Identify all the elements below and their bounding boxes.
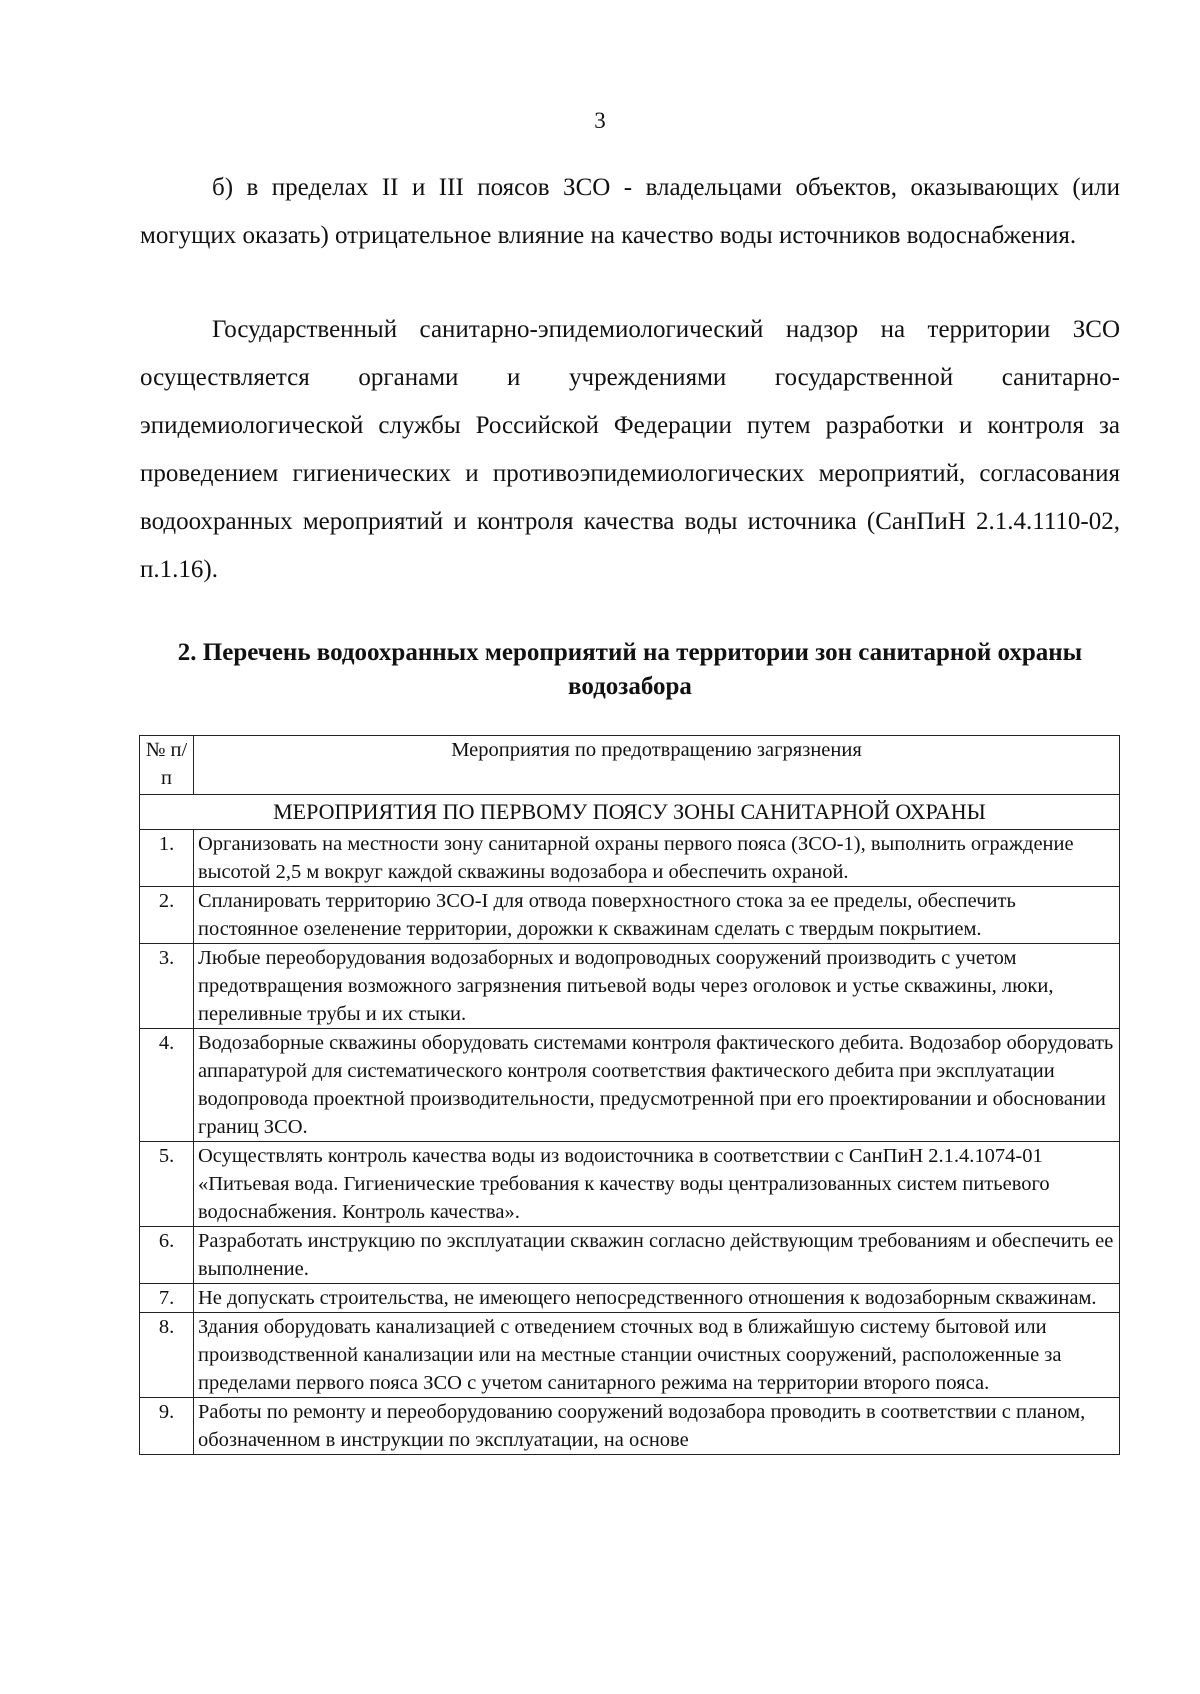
table-row: [140, 830, 1120, 887]
table-row: [140, 1284, 1120, 1313]
table-row: [140, 887, 1120, 944]
band-label: МЕРОПРИЯТИЯ ПО ПЕРВОМУ ПОЯСУ ЗОНЫ САНИТАРНОЙ ОХРАНЫ: [140, 795, 1120, 830]
paragraph-supervision: Государственный санитарно-эпидемиологический надзор на территории ЗСО осуществляется органами и учреждениями государственной санитарно-эпидемиологической службы Российской Федерации путем разработки и контроля за проведением гигиенических и противоэпидемиологических мероприятий, согласования водоохранных мероприятий и контроля качества воды источника (СанПиН 2.1.4.1110-02, п.1.16).: [140, 316, 1120, 583]
row-measure-text: Работы по ремонту и переоборудованию сооружений водозабора проводить в соответствии с планом, обозначенном в инструкции по эксплуатации, на основе: [194, 1398, 1120, 1455]
row-measure-text: Организовать на местности зону санитарной охраны первого пояса (ЗСО-1), выполнить ограждение высотой 2,5 м вокруг каждой скважины водозабора и обеспечить охраной.: [194, 830, 1120, 887]
row-measure-text: Спланировать территорию ЗСО-I для отвода поверхностного стока за ее пределы, обеспечить постоянное озеленение территории, дорожки к скважинам сделать с твердым покрытием.: [194, 887, 1120, 944]
paragraph-responsibility: б) в пределах II и III поясов ЗСО - владельцами объектов, оказывающих (или могущих оказать) отрицательное влияние на качество воды источников водоснабжения.: [140, 174, 1120, 249]
table-row: [140, 1398, 1120, 1455]
page-number: 3: [594, 108, 606, 133]
row-measure-text: Разработать инструкцию по эксплуатации скважин согласно действующим требованиям и обеспечить ее выполнение.: [194, 1227, 1120, 1284]
row-measure-text: Водозаборные скважины оборудовать системами контроля фактического дебита. Водозабор оборудовать аппаратурой для систематического контроля соответствия фактического дебита при эксплуатации водопровода проектной производительности, предусмотренной при его проектировании и обосновании границ ЗСО.: [194, 1029, 1120, 1142]
row-measure-text: Осуществлять контроль качества воды из водоисточника в соответствии с СанПиН 2.1.4.1074-01 «Питьевая вода. Гигиенические требования к качеству воды централизованных систем питьевого водоснабжения. Контроль качества».: [194, 1142, 1120, 1227]
measures-table: [139, 735, 1120, 1455]
table-row: [140, 1142, 1120, 1227]
table-row: [140, 1313, 1120, 1398]
row-number: 7.: [140, 1284, 194, 1313]
section-title: 2. Перечень водоохранных мероприятий на территории зон санитарной охраны водозабора: [177, 639, 1083, 700]
row-number: 8.: [140, 1313, 194, 1398]
table-row: [140, 1029, 1120, 1142]
row-number: 1.: [140, 830, 194, 887]
header-measures: Мероприятия по предотвращению загрязнения: [194, 736, 1120, 795]
row-measure-text: Здания оборудовать канализацией с отведением сточных вод в ближайшую систему бытовой или производственной канализации или на местные станции очистных сооружений, расположенные за пределами первого пояса ЗСО с учетом санитарного режима на территории второго пояса.: [194, 1313, 1120, 1398]
header-number: № п/п: [140, 736, 194, 795]
row-measure-text: Любые переоборудования водозаборных и водопроводных сооружений производить с учетом предотвращения возможного загрязнения питьевой воды через оголовок и устье скважины, люки, переливные трубы и их стыки.: [194, 944, 1120, 1029]
table-row: [140, 1227, 1120, 1284]
band-row: [140, 795, 1120, 830]
row-number: 5.: [140, 1142, 194, 1227]
row-measure-text: Не допускать строительства, не имеющего непосредственного отношения к водозаборным скважинам.: [194, 1284, 1120, 1313]
row-number: 4.: [140, 1029, 194, 1142]
row-number: 3.: [140, 944, 194, 1029]
row-number: 2.: [140, 887, 194, 944]
row-number: 6.: [140, 1227, 194, 1284]
table-body: [140, 795, 1120, 1455]
table-row: [140, 944, 1120, 1029]
row-number: 9.: [140, 1398, 194, 1455]
table-header-row: [140, 736, 1120, 795]
